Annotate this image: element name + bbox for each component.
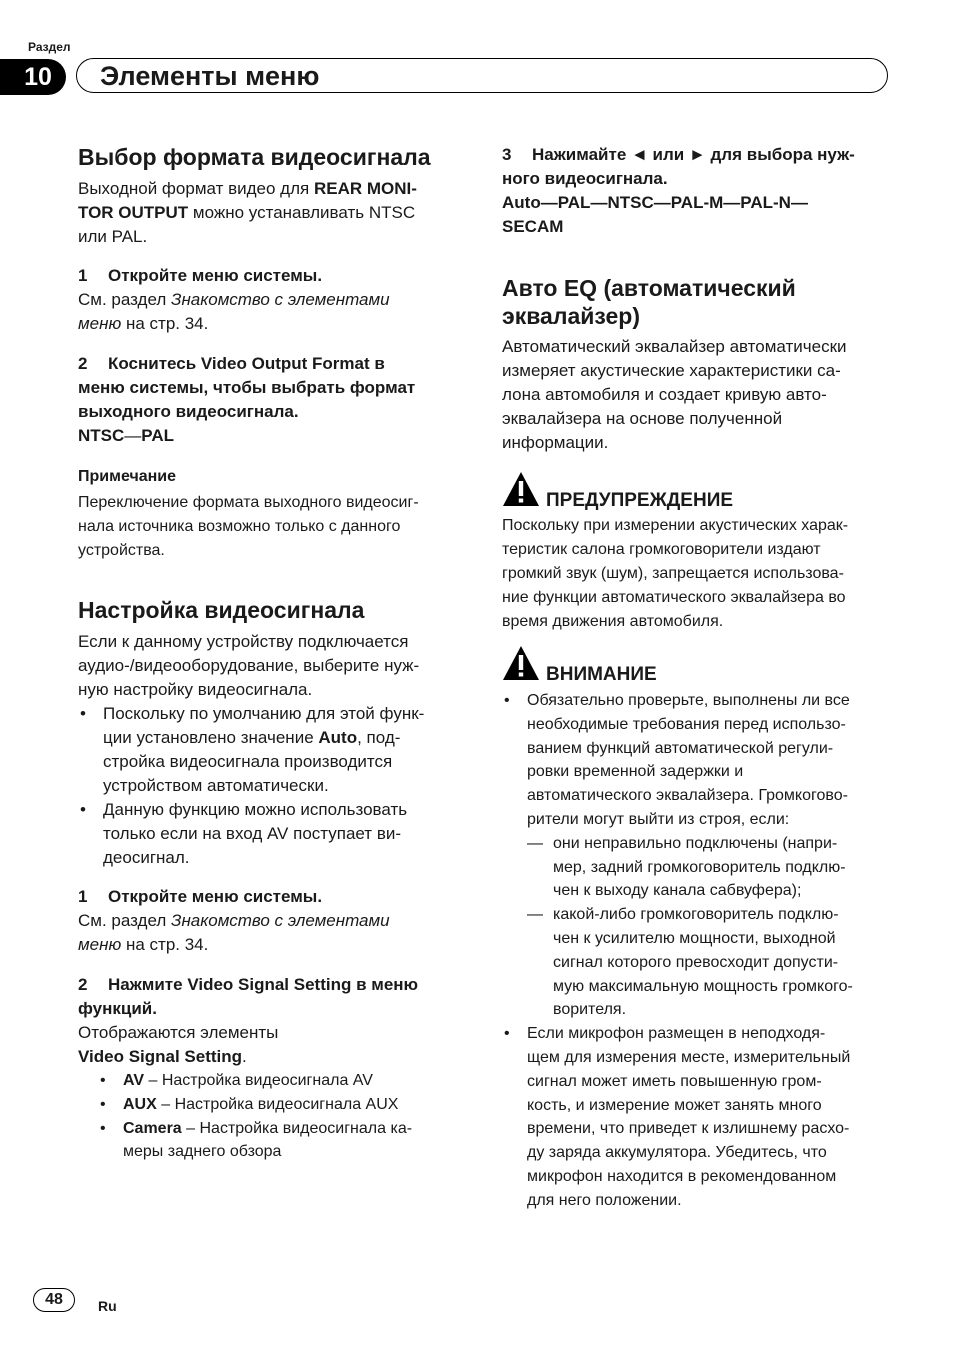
list-item (502, 689, 894, 1022)
text: чен к выходу канала сабвуфера); (553, 882, 802, 900)
step-3 (502, 143, 894, 239)
text: кость, и измерение может занять много (527, 1096, 822, 1114)
text: мую максимальную мощность громкого- (553, 977, 853, 995)
step-text: Нажимайте ◄ или ► для выбора нуж- (532, 145, 855, 164)
section-label: Раздел (28, 40, 71, 54)
cross-reference: Знакомство с элементами (171, 911, 390, 930)
options: SECAM (502, 217, 564, 236)
text: на стр. 34. (121, 314, 209, 333)
text: Данную функцию можно использовать (103, 800, 408, 819)
sub-list-item (527, 832, 894, 903)
step-text: Откройте меню системы. (108, 887, 323, 906)
list-item (78, 1117, 464, 1165)
text: только если на вход AV поступает ви- (103, 824, 402, 843)
video-signal-intro (78, 630, 464, 870)
text: они неправильно подключены (напри- (553, 834, 838, 852)
cross-reference: меню (78, 314, 122, 333)
list-item (502, 1022, 894, 1212)
text: ванием функций автоматической регули- (527, 739, 834, 757)
note-text: нала источника возможно только с данного (78, 518, 401, 535)
step-1 (78, 885, 464, 957)
text: Поскольку по умолчанию для этой функ- (103, 704, 425, 723)
text: ду заряда аккумулятора. Убедитесь, что (527, 1144, 827, 1162)
note-text: устройства. (78, 542, 165, 559)
note-block (78, 466, 464, 563)
item-text: – Настройка видеосигнала ка- (181, 1119, 413, 1137)
warning-block (502, 476, 894, 634)
text: автоматического эквалайзера. Громкогово- (527, 787, 848, 805)
text: информации. (502, 433, 609, 452)
section-heading-auto-eq: Авто EQ (автоматический (502, 275, 796, 301)
auto-eq-heading (502, 275, 894, 329)
text: чен к усилителю мощности, выходной (553, 929, 836, 947)
section-heading-video-signal: Настройка видеосигнала (78, 597, 365, 623)
text: рители могут выйти из строя, если: (527, 810, 790, 828)
item-key: AUX (123, 1095, 157, 1113)
text: на стр. 34. (121, 935, 209, 954)
sub-list-item (527, 903, 894, 1022)
step-text: Нажмите Video Signal Setting в меню (108, 975, 419, 994)
text: Если к данному устройству подключается (78, 632, 409, 651)
text: ворителя. (553, 1001, 627, 1019)
value: Auto (318, 728, 358, 747)
list-item (78, 702, 464, 798)
text: , под- (357, 728, 401, 747)
note-heading: Примечание (78, 468, 177, 485)
text: или PAL. (78, 227, 148, 246)
text: эквалайзера на основе полученной (502, 409, 783, 428)
cross-reference: меню (78, 935, 122, 954)
item-text: – Настройка видеосигнала AUX (156, 1095, 399, 1113)
page-number: 48 (33, 1288, 75, 1312)
text: См. раздел (78, 911, 172, 930)
text: Отображаются элементы (78, 1023, 279, 1042)
text: сигнал может иметь повышенную гром- (527, 1072, 822, 1090)
section-heading-auto-eq: эквалайзер) (502, 303, 641, 329)
caution-label: ВНИМАНИЕ (546, 664, 657, 685)
option: PAL (141, 426, 175, 445)
text: для него положении. (527, 1191, 682, 1209)
warning-triangle-icon (502, 471, 540, 512)
text: ную настройку видеосигнала. (78, 680, 313, 699)
warning-triangle-icon (502, 645, 540, 686)
warning-text: время движения автомобиля. (502, 613, 724, 630)
item-key: Camera (123, 1119, 182, 1137)
text: можно устанавливать NTSC (188, 203, 416, 222)
step-number: 2 (78, 354, 88, 373)
step-2 (78, 973, 464, 1164)
warning-text: Поскольку при измерении акустических харак- (502, 517, 849, 534)
text: Выходной формат видео для (78, 179, 314, 198)
video-format-intro (78, 177, 464, 249)
chapter-title: Элементы меню (100, 61, 320, 91)
text: ции установлено значение (103, 728, 319, 747)
warning-text: теристик салона громкоговорители издают (502, 541, 821, 558)
text: щем для измерения месте, измерительный (527, 1048, 851, 1066)
text: какой-либо громкоговоритель подклю- (553, 906, 839, 924)
text: аудио-/видеооборудование, выберите нуж- (78, 656, 420, 675)
warning-text: ние функции автоматического эквалайзера во (502, 589, 846, 606)
text: микрофон находится в рекомендованном (527, 1167, 837, 1185)
step-2 (78, 352, 464, 448)
step-text: функций. (78, 999, 157, 1018)
text: измеряет акустические характеристики са- (502, 361, 841, 380)
section-number-badge: 10 (0, 59, 66, 95)
list-item (78, 1093, 464, 1117)
section-heading-video-format: Выбор формата видеосигнала (78, 144, 431, 170)
separator: — (124, 426, 142, 445)
text: Если микрофон размещен в неподходя- (527, 1025, 826, 1043)
step-text: Коснитесь Video Output Format в (108, 354, 385, 373)
text: . (242, 1047, 247, 1066)
auto-eq-body (502, 335, 894, 455)
warning-label: ПРЕДУПРЕЖДЕНИЕ (546, 490, 734, 511)
text: времени, что приведет к излишнему расхо- (527, 1120, 850, 1138)
step-number: 1 (78, 887, 88, 906)
note-text: Переключение формата выходного видеосиг- (78, 494, 419, 511)
option: NTSC (78, 426, 125, 445)
setting-name: TOR OUTPUT (78, 203, 189, 222)
menu-name: Video Signal Setting (78, 1047, 243, 1066)
step-number: 1 (78, 266, 88, 285)
text: См. раздел (78, 290, 172, 309)
text: лона автомобиля и создает кривую авто- (502, 385, 827, 404)
step-text: выходного видеосигнала. (78, 402, 299, 421)
item-key: AV (123, 1072, 145, 1089)
step-number: 3 (502, 145, 512, 164)
cross-reference: Знакомство с элементами (171, 290, 390, 309)
options: Auto—PAL—NTSC—PAL-M—PAL-N— (502, 193, 808, 212)
step-text: ного видеосигнала. (502, 169, 668, 188)
text: мер, задний громкоговоритель подклю- (553, 858, 846, 876)
text: деосигнал. (103, 848, 190, 867)
text: устройством автоматически. (103, 776, 329, 795)
step-number: 2 (78, 975, 88, 994)
step-text: меню системы, чтобы выбрать формат (78, 378, 416, 397)
text: сигнал которого превосходит допусти- (553, 953, 839, 971)
list-item (78, 1069, 464, 1093)
item-text: – Настройка видеосигнала AV (144, 1072, 373, 1089)
step-1 (78, 264, 464, 336)
item-text: меры заднего обзора (123, 1143, 282, 1161)
list-item (78, 798, 464, 870)
setting-name: REAR MONI- (313, 179, 417, 198)
text: необходимые требования перед использо- (527, 715, 846, 733)
step-text: Откройте меню системы. (108, 266, 323, 285)
warning-text: громкий звук (шум), запрещается использова- (502, 565, 844, 582)
caution-block (502, 650, 894, 1213)
text: Автоматический эквалайзер автоматически (502, 337, 847, 356)
text: стройка видеосигнала производится (103, 752, 393, 771)
text: Обязательно проверьте, выполнены ли все (527, 692, 850, 709)
language-code: Ru (98, 1298, 117, 1314)
text: ровки временной задержки и (527, 763, 744, 781)
